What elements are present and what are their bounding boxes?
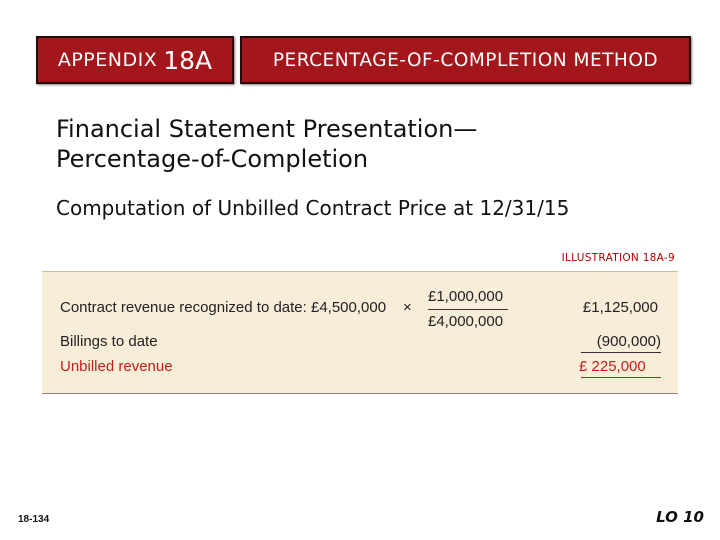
slide-title xyxy=(56,114,616,174)
fraction-denominator: £4,000,000 xyxy=(428,313,504,330)
multiply-sign: × xyxy=(403,299,412,316)
fraction-bar xyxy=(428,309,508,310)
learning-objective: LO 10 xyxy=(656,508,704,526)
unbilled-revenue-value: £ 225,000 xyxy=(579,358,646,375)
contract-revenue-value: £1,125,000 xyxy=(582,299,658,316)
title-line-1: Financial Statement Presentation— xyxy=(56,115,478,143)
total-underline xyxy=(581,377,661,378)
appendix-number: 18A xyxy=(163,45,213,75)
slide-subtitle: Computation of Unbilled Contract Price at 12/31/15 xyxy=(56,196,570,220)
slide-number: 18-134 xyxy=(18,514,50,525)
method-title: PERCENTAGE-OF-COMPLETION METHOD xyxy=(272,49,659,71)
illustration-label: ILLUSTRATION 18A-9 xyxy=(561,252,675,264)
title-line-2: Percentage-of-Completion xyxy=(56,145,369,173)
billings-label: Billings to date xyxy=(60,333,158,350)
method-banner xyxy=(240,36,691,84)
unbilled-revenue-label: Unbilled revenue xyxy=(60,358,173,375)
appendix-banner xyxy=(36,36,234,84)
subtotal-underline xyxy=(581,352,661,353)
fraction-numerator: £1,000,000 xyxy=(428,288,504,305)
billings-value: (900,000) xyxy=(596,333,661,350)
appendix-word: APPENDIX xyxy=(57,49,158,71)
computation-table xyxy=(42,271,678,394)
contract-revenue-label: Contract revenue recognized to date: £4,500,000 xyxy=(60,299,387,316)
